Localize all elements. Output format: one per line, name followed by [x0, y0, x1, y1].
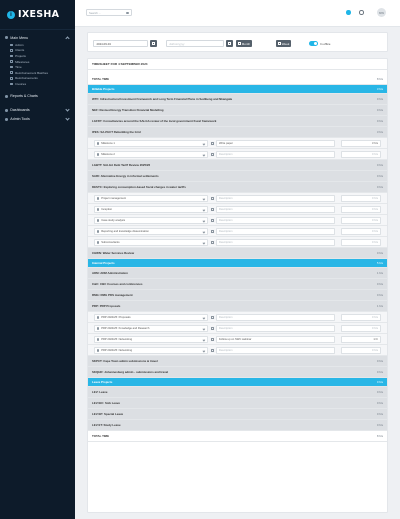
plus-circle-icon	[97, 327, 99, 329]
time-entry-row	[88, 215, 387, 226]
hours-input[interactable]: 0 hrs	[341, 314, 381, 321]
time-entry-row	[88, 193, 387, 204]
chevron-down-icon	[65, 116, 69, 120]
project-row[interactable]	[88, 367, 387, 378]
date-from-input[interactable]: 2024-09-04	[93, 40, 148, 47]
edit-icon[interactable]	[211, 338, 214, 341]
description-input[interactable]: Description	[216, 347, 335, 354]
calendar-button[interactable]	[150, 40, 157, 47]
project-row[interactable]	[88, 116, 387, 127]
hours-input[interactable]: 0 hrs	[341, 206, 381, 213]
nav-item-icon	[10, 66, 13, 69]
description-input[interactable]: Follow up on SWC webinar	[216, 336, 335, 343]
section-header[interactable]: Billable Projects 3 hrs	[88, 85, 387, 94]
main-menu-items	[0, 42, 75, 87]
project-row[interactable]	[88, 268, 387, 279]
project-hours: 0 hrs	[377, 97, 383, 101]
project-row[interactable]	[88, 127, 387, 138]
project-name: C&C: CBC Courses and conferences	[92, 282, 143, 286]
plus-circle-icon	[97, 142, 99, 144]
plus-circle-icon	[97, 241, 99, 243]
chevron-down-icon	[203, 339, 206, 342]
month-button[interactable]: Month	[236, 40, 252, 47]
project-hours: 0 hrs	[377, 251, 383, 255]
chevron-down-icon	[203, 220, 206, 223]
plus-circle-icon	[97, 316, 99, 318]
project-name: LEV-SP: Special Leave	[92, 412, 124, 416]
time-entry-row	[88, 138, 387, 149]
milestone-select[interactable]: PRP 2024/25: Networking	[94, 336, 208, 343]
project-hours: 0 hrs	[377, 119, 383, 123]
project-hours: 0 hrs	[377, 108, 383, 112]
milestone-select[interactable]: Inception	[94, 206, 208, 213]
search-icon	[126, 12, 129, 15]
in-office-label: In office	[320, 41, 331, 46]
plus-circle-icon	[97, 153, 99, 155]
description-input[interactable]: Description	[216, 314, 335, 321]
nav-item-icon	[10, 71, 13, 74]
chevron-down-icon	[203, 143, 206, 146]
timesheet-title: TIMESHEET FOR 4 SEPTEMBER 2024	[88, 59, 387, 70]
project-name: SARI: Alternative Energy in informal settlements	[92, 174, 159, 178]
hours-input[interactable]: 0 hrs	[341, 195, 381, 202]
project-name: DESTC: Exploring consumption-based fiscal charges in water tariffs	[92, 185, 186, 189]
nav-dashboards[interactable]: Dashboards	[0, 106, 75, 115]
nav-item-icon	[10, 55, 13, 58]
milestone-select[interactable]: PRP 2024/25: Proposals	[94, 314, 208, 321]
nav-item-icon	[10, 77, 13, 80]
project-name: WTF: Infrastructural Investment Framework and Long Term Financial Plans in Sedibeng and Nkangala	[92, 97, 233, 101]
edit-icon[interactable]	[211, 230, 214, 233]
time-entry-row	[88, 237, 387, 248]
project-row[interactable]	[88, 248, 387, 259]
sidebar-item-label: Reimbursements	[15, 76, 38, 81]
project-hours: 0 hrs	[377, 293, 383, 297]
description-input[interactable]: Description	[216, 228, 335, 235]
milestone-select[interactable]: Milestone 2	[94, 151, 208, 158]
description-input[interactable]: Description	[216, 239, 335, 246]
project-hours: 0 hrs	[377, 163, 383, 167]
chevron-down-icon	[203, 198, 206, 201]
calendar-button[interactable]	[226, 40, 233, 47]
project-hours: 0 hrs	[377, 174, 383, 178]
sidebar-item-label: Clients	[15, 48, 25, 53]
project-name: LEV: Leave	[92, 390, 108, 394]
hours-input[interactable]: 0 hrs	[341, 239, 381, 246]
project-hours: 0 hrs	[377, 185, 383, 189]
plus-circle-icon	[97, 197, 99, 199]
menu-icon	[5, 36, 8, 39]
dashboard-icon	[5, 109, 8, 112]
timesheet-sections	[88, 85, 387, 431]
time-entry-row	[88, 323, 387, 334]
avatar[interactable]: MW	[377, 8, 386, 17]
plus-circle-icon	[97, 208, 99, 210]
plus-circle-icon	[97, 349, 99, 351]
time-entry-row	[88, 204, 387, 215]
project-row[interactable]	[88, 94, 387, 105]
project-row[interactable]	[88, 160, 387, 171]
nav-item-icon	[10, 83, 13, 86]
topbar	[75, 0, 400, 27]
hours-input[interactable]: 0 hrs	[341, 347, 381, 354]
project-name: CHWN: Water Services Review	[92, 251, 135, 255]
plus-circle-icon	[97, 219, 99, 221]
project-name: PRP: PRP Proposals	[92, 304, 121, 308]
plus-circle-icon	[97, 338, 99, 340]
sidebar-item-label: Reimbursement Batches	[15, 70, 48, 75]
milestone-select[interactable]: Case study analysis	[94, 217, 208, 224]
chevron-up-icon	[65, 36, 69, 40]
sidebar	[0, 0, 75, 519]
chevron-down-icon	[65, 107, 69, 111]
chevron-down-icon	[203, 231, 206, 234]
edit-icon[interactable]	[211, 241, 214, 244]
date-filter-bar	[87, 32, 388, 52]
milestone-select[interactable]: Reporting and knowledge dissemination	[94, 228, 208, 235]
project-hours: 0 hrs	[377, 401, 383, 405]
project-name: LEV-ST: Study Leave	[92, 423, 121, 427]
nav-reports[interactable]: Reports & Charts	[0, 92, 75, 101]
in-office-toggle[interactable]	[309, 41, 318, 46]
time-entry-row	[88, 334, 387, 345]
nav-item-icon	[10, 44, 13, 47]
chevron-down-icon	[203, 317, 206, 320]
project-row[interactable]	[88, 279, 387, 290]
timesheet-panel	[87, 58, 388, 513]
chevron-down-icon	[203, 154, 206, 157]
nav-item-icon	[10, 49, 13, 52]
nav-main-menu[interactable]: Main Menu	[0, 33, 75, 42]
project-hours: 0 hrs	[377, 423, 383, 427]
project-hours: 0 hrs	[377, 370, 383, 374]
date-to-input[interactable]: dd/mm/yyyy	[166, 40, 224, 47]
sidebar-item-label: Invoices	[15, 81, 27, 86]
description-input[interactable]: Description	[216, 195, 335, 202]
total-time-row: TOTAL TIME 8 hrs	[88, 74, 387, 85]
project-row[interactable]	[88, 420, 387, 431]
sidebar-item-label: Admin	[15, 42, 24, 47]
section-header[interactable]: Leave Projects 0 hrs	[88, 378, 387, 387]
milestone-select[interactable]: PRP 2024/25: Networking	[94, 347, 208, 354]
edit-icon[interactable]	[211, 327, 214, 330]
project-name: IPES: SA-PACT Rebuilding the Grid	[92, 130, 141, 134]
calendar-icon	[152, 42, 155, 45]
milestone-select[interactable]: Subconsultants	[94, 239, 208, 246]
total-time-row: TOTAL TIME 8 hrs	[88, 431, 387, 442]
hours-input[interactable]: 0 hrs	[341, 151, 381, 158]
edit-icon[interactable]	[211, 316, 214, 319]
edit-icon[interactable]	[211, 142, 214, 145]
chevron-down-icon	[203, 328, 206, 331]
chevron-down-icon	[203, 350, 206, 353]
main-content	[75, 27, 400, 519]
project-name: LEV-SIC: Sick Leave	[92, 401, 120, 405]
edit-icon[interactable]	[211, 208, 214, 211]
chevron-down-icon	[203, 242, 206, 245]
project-name: NEF: Revised Energy Transition Financial Modelling	[92, 108, 164, 112]
project-row[interactable]	[88, 182, 387, 193]
project-name: SKQHR: Johannesburg admin - submissions and travel	[92, 370, 169, 374]
project-hours: 0 hrs	[377, 282, 383, 286]
time-entry-row	[88, 312, 387, 323]
hours-input[interactable]: 1 hr	[341, 336, 381, 343]
milestone-select[interactable]: Project management	[94, 195, 208, 202]
time-entry-row	[88, 345, 387, 356]
calendar-icon	[238, 42, 241, 44]
sidebar-item-label: Time	[15, 65, 22, 70]
project-hours: 3 hrs	[377, 130, 383, 134]
description-input[interactable]: Description	[216, 151, 335, 158]
project-name: ADM: ADM Administration	[92, 271, 128, 275]
search-input[interactable]: Search ...	[86, 9, 132, 16]
description-input[interactable]: Description	[216, 206, 335, 213]
time-entry-row	[88, 226, 387, 237]
project-hours: 1 hrs	[377, 271, 383, 275]
milestone-select[interactable]: PRP 2024/25: Knowledge and Research	[94, 325, 208, 332]
hours-input[interactable]: 3 hrs	[341, 140, 381, 147]
edit-icon[interactable]	[211, 349, 214, 352]
project-row[interactable]	[88, 290, 387, 301]
nav-item-icon	[10, 60, 13, 63]
calendar-icon	[228, 42, 231, 45]
sidebar-item-label: Milestones	[15, 59, 30, 64]
project-row[interactable]	[88, 356, 387, 367]
project-hours: 1 hrs	[377, 304, 383, 308]
hours-input[interactable]: 0 hrs	[341, 325, 381, 332]
project-row[interactable]	[88, 409, 387, 420]
chart-icon	[5, 95, 8, 98]
hours-input[interactable]: 0 hrs	[341, 217, 381, 224]
description-input[interactable]: Description	[216, 325, 335, 332]
project-name: RMG: RMG PDS management	[92, 293, 133, 297]
gear-icon[interactable]	[359, 10, 364, 15]
plus-circle-icon	[97, 230, 99, 232]
description-input[interactable]: Write paper	[216, 140, 335, 147]
project-row[interactable]	[88, 301, 387, 312]
edit-icon[interactable]	[211, 197, 214, 200]
section-header[interactable]: Internal Projects 5 hrs	[88, 259, 387, 268]
edit-icon[interactable]	[211, 219, 214, 222]
time-entry-row	[88, 149, 387, 160]
project-row[interactable]	[88, 387, 387, 398]
milestone-select[interactable]: Milestone 1	[94, 140, 208, 147]
week-button[interactable]: Week	[276, 40, 291, 47]
bell-icon[interactable]	[346, 10, 351, 15]
hours-input[interactable]: 0 hrs	[341, 228, 381, 235]
description-input[interactable]: Description	[216, 217, 335, 224]
nav-admin-tools[interactable]: Admin Tools	[0, 115, 75, 124]
project-row[interactable]	[88, 171, 387, 182]
calendar-icon	[278, 42, 281, 44]
project-name: LGBTT: SALGA Debt Tariff Review 2025/26	[92, 163, 151, 167]
project-row[interactable]	[88, 398, 387, 409]
logo-text: IXESHA	[18, 9, 60, 20]
logo-mark-icon: i	[7, 11, 15, 19]
logo[interactable]	[0, 0, 75, 30]
project-row[interactable]	[88, 105, 387, 116]
project-name: LGFFP: Consultancies around the SALGA review of the local government fiscal framework	[92, 119, 217, 123]
chevron-down-icon	[203, 209, 206, 212]
project-hours: 0 hrs	[377, 359, 383, 363]
tools-icon	[5, 118, 8, 121]
sidebar-item-label: Projects	[15, 53, 26, 58]
project-name: SKPCT: Cape Town admin submissions & travel	[92, 359, 158, 363]
project-hours: 0 hrs	[377, 390, 383, 394]
edit-icon[interactable]	[211, 153, 214, 156]
project-hours: 0 hrs	[377, 412, 383, 416]
